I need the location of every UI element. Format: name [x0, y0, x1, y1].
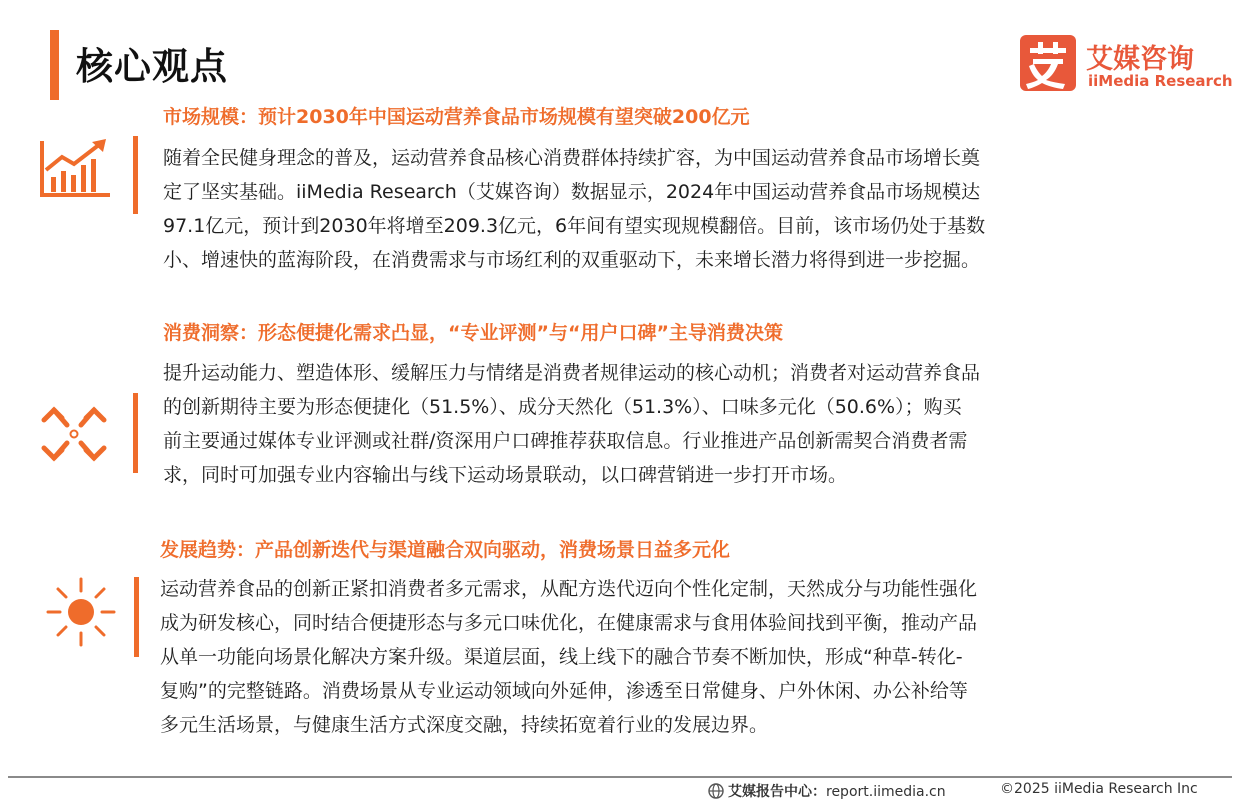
section-heading-consumer-insight: 消费洞察：形态便捷化需求凸显，“专业评测”与“用户口碑”主导消费决策 — [163, 322, 783, 344]
body-line: 97.1亿元，预计到2030年将增至209.3亿元，6年间有望实现规模翻倍。目前，该市场仍处于基数 — [163, 215, 986, 237]
footer-divider — [8, 776, 1232, 778]
title-accent-bar — [50, 30, 59, 100]
body-line: 成为研发核心，同时结合便捷形态与多元口味优化，在健康需求与食用体验间找到平衡，推动产品 — [160, 612, 978, 634]
globe-icon — [708, 783, 724, 803]
growth-chart-icon — [40, 137, 112, 199]
footer-source — [708, 781, 946, 803]
section-body-market-size — [163, 141, 985, 277]
body-line: 从单一功能向场景化解决方案升级。渠道层面，线上线下的融合节奏不断加快，形成“种草-转化- — [160, 646, 963, 668]
body-line: 求，同时可加强专业内容输出与线下运动场景联动，以口碑营销进一步打开市场。 — [163, 464, 848, 486]
body-line: 运动营养食品的创新正紧扣消费者多元需求，从配方迭代迈向个性化定制，天然成分与功能性强化 — [160, 578, 978, 600]
section-body-consumer-insight — [163, 356, 980, 492]
body-line: 提升运动能力、塑造体形、缓解压力与情绪是消费者规律运动的核心动机；消费者对运动营养食品 — [163, 362, 981, 384]
body-line: 随着全民健身理念的普及，运动营养食品核心消费群体持续扩容，为中国运动营养食品市场增长奠 — [163, 147, 981, 169]
section-heading-trends: 发展趋势：产品创新迭代与渠道融合双向驱动，消费场景日益多元化 — [160, 539, 731, 561]
section-divider-bar — [134, 577, 139, 657]
footer-url[interactable]: report.iimedia.cn — [826, 784, 946, 800]
body-line: 的创新期待主要为形态便捷化（51.5%）、成分天然化（51.3%）、口味多元化（50.6%）；购买 — [163, 396, 962, 418]
ai-logo-icon — [1020, 35, 1076, 91]
body-line: 多元生活场景，与健康生活方式深度交融，持续拓宽着行业的发展边界。 — [160, 714, 769, 736]
body-line: 前主要通过媒体专业评测或社群/资深用户口碑推荐获取信息。行业推进产品创新需契合消费者需 — [163, 430, 968, 452]
section-heading-market-size: 市场规模：预计2030年中国运动营养食品市场规模有望突破200亿元 — [163, 106, 750, 128]
focus-arrows-icon — [40, 400, 108, 468]
body-line: 定了坚实基础。iiMedia Research（艾媒咨询）数据显示，2024年中国运动营养食品市场规模达 — [163, 181, 981, 203]
page-title: 核心观点 — [76, 45, 228, 88]
footer-center-label: 艾媒报告中心： — [728, 784, 826, 800]
body-line: 小、增速快的蓝海阶段，在消费需求与市场红利的双重驱动下，未来增长潜力将得到进一步挖掘。 — [163, 249, 981, 271]
section-divider-bar — [133, 136, 138, 214]
logo-chinese-name: 艾媒咨询 — [1086, 44, 1194, 75]
section-body-trends — [160, 572, 977, 742]
body-line: 复购”的完整链路。消费场景从专业运动领域向外延伸，渗透至日常健身、户外休闲、办公补给等 — [160, 680, 968, 702]
footer-copyright: ©2025 iiMedia Research Inc — [1000, 781, 1198, 797]
section-divider-bar — [133, 393, 138, 473]
logo-english-name: iiMedia Research — [1088, 72, 1233, 90]
brand-logo — [1020, 35, 1233, 95]
sun-icon — [44, 575, 118, 649]
